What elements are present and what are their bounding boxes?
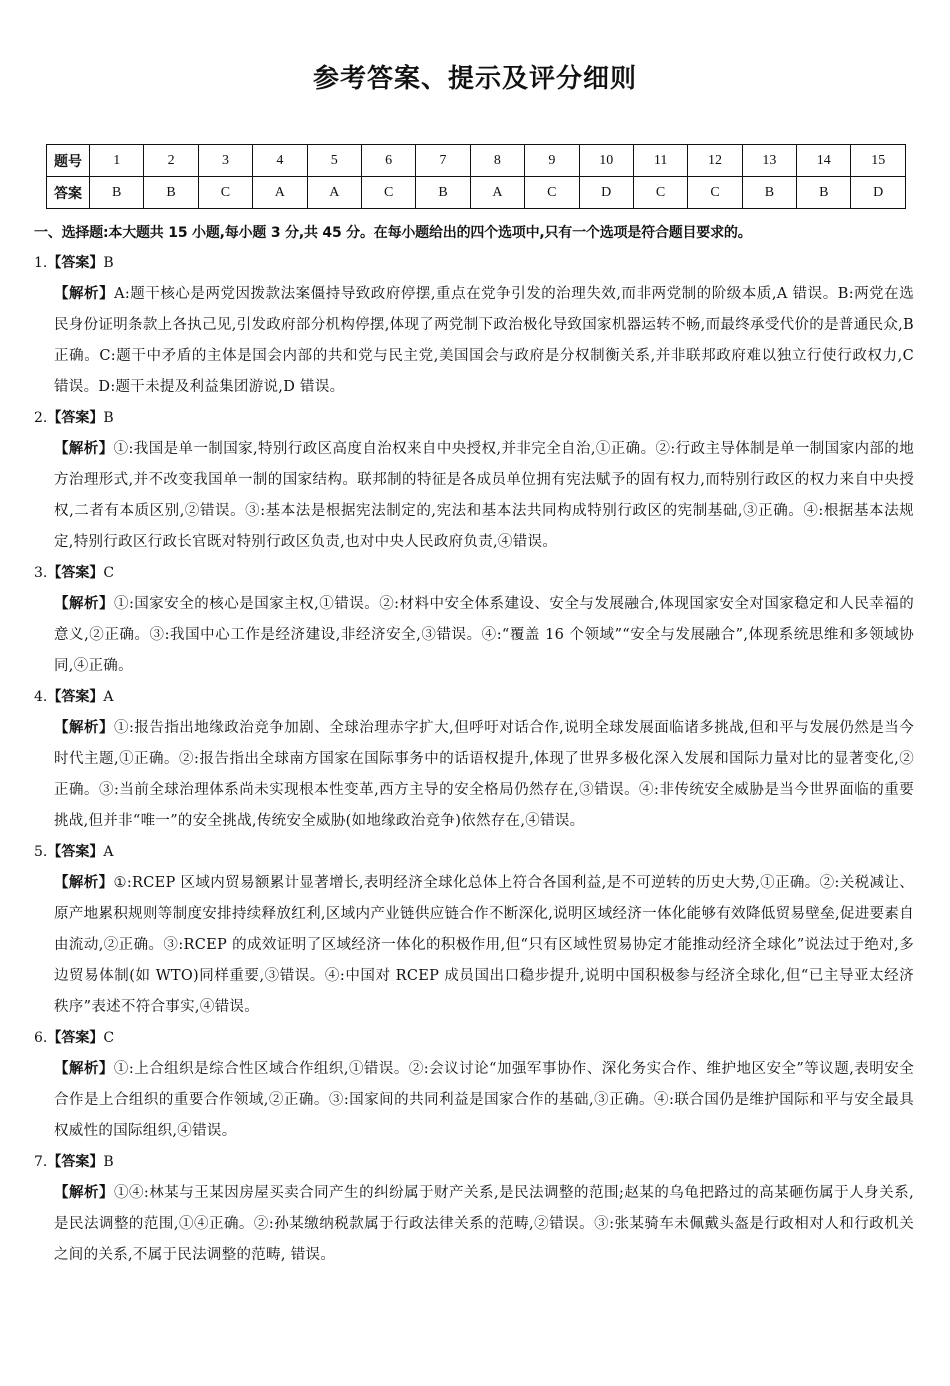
answer-cell: B	[742, 177, 796, 209]
analysis-paragraph	[34, 868, 914, 1023]
answer-cell: C	[198, 177, 252, 209]
question-number-cell: 9	[525, 145, 579, 177]
question-block	[34, 1023, 914, 1147]
answer-cell: C	[633, 177, 687, 209]
question-number: 3.	[34, 565, 48, 581]
answer-cell: B	[797, 177, 851, 209]
answer-value: A	[103, 844, 114, 860]
question-number-cell: 3	[198, 145, 252, 177]
question-block	[34, 403, 914, 558]
answer-cell: A	[253, 177, 307, 209]
question-number: 6.	[34, 1030, 48, 1046]
analysis-text: ①:国家安全的核心是国家主权,①错误。②:材料中安全体系建设、安全与发展融合,体现国家安全对国家稳定和人民幸福的意义,②正确。③:我国中心工作是经济建设,非经济安全,③错误。④:“覆盖 16 个领域”“安全与发展融合”,体现系统思维和多领域协同,④正确。	[54, 596, 914, 674]
answer-table-answer-row	[47, 177, 906, 209]
answer-value: B	[103, 1154, 114, 1170]
question-number-cell: 7	[416, 145, 470, 177]
analysis-text: ①④:林某与王某因房屋买卖合同产生的纠纷属于财产关系,是民法调整的范围;赵某的乌龟把路过的高某砸伤属于人身关系,是民法调整的范围,①④正确。②:孙某缴纳税款属于行政法律关系的范畴,②错误。③:张某骑车未佩戴头盔是行政相对人和行政机关之间的关系,不属于民法调整的范畴, 错误。	[54, 1185, 914, 1263]
question-number-cell: 5	[307, 145, 361, 177]
answer-cell: C	[688, 177, 742, 209]
question-number-cell: 15	[851, 145, 906, 177]
question-number-cell: 11	[633, 145, 687, 177]
question-block	[34, 248, 914, 403]
answer-cell: C	[361, 177, 415, 209]
question-number-cell: 12	[688, 145, 742, 177]
page-title: 参考答案、提示及评分细则	[312, 64, 637, 94]
analysis-paragraph	[34, 434, 914, 558]
answer-label: 【答案】	[47, 255, 104, 271]
question-number-cell: 10	[579, 145, 633, 177]
answer-cell: D	[579, 177, 633, 209]
answer-line	[34, 1023, 914, 1054]
section-intro: 一、选择题:本大题共 15 小题,每小题 3 分,共 45 分。在每小题给出的四个选项中,只有一个选项是符合题目要求的。	[34, 225, 752, 241]
answer-label: 【答案】	[47, 689, 104, 705]
question-number: 4.	[34, 689, 48, 705]
answer-row-header: 答案	[47, 177, 90, 209]
question-number: 1.	[34, 255, 48, 271]
question-number-cell: 14	[797, 145, 851, 177]
answer-cell: B	[90, 177, 144, 209]
analysis-label: 【解析】	[54, 1061, 114, 1077]
answer-line	[34, 837, 914, 868]
question-number-cell: 8	[470, 145, 524, 177]
answer-cell: C	[525, 177, 579, 209]
analysis-label: 【解析】	[54, 441, 114, 457]
analysis-text: A:题干核心是两党因拨款法案僵持导致政府停摆,重点在党争引发的治理失效,而非两党制的阶级本质,A 错误。B:两党在选民身份证明条款上各执己见,引发政府部分机构停摆,体现了两党制下政治极化导致国家机器运转不畅,而最终承受代价的是普通民众,B 正确。C:题干中矛盾的主体是国会内部的共和党与民主党,美国国会与政府是分权制衡关系,并非联邦政府难以独立行使行政权力,C 错误。D:题干未提及利益集团游说,D 错误。	[54, 286, 915, 395]
question-block	[34, 558, 914, 682]
answer-label: 【答案】	[47, 1030, 104, 1046]
analysis-label: 【解析】	[54, 875, 114, 891]
answer-cell: A	[307, 177, 361, 209]
number-row-header: 题号	[47, 145, 90, 177]
question-block	[34, 682, 914, 837]
answer-label: 【答案】	[47, 565, 104, 581]
answer-value: B	[103, 255, 114, 271]
analysis-paragraph	[34, 1178, 914, 1271]
answer-line	[34, 1147, 914, 1178]
question-number-cell: 4	[253, 145, 307, 177]
analysis-paragraph	[34, 589, 914, 682]
answer-line	[34, 558, 914, 589]
analysis-text: ①:RCEP 区域内贸易额累计显著增长,表明经济全球化总体上符合各国利益,是不可逆转的历史大势,①正确。②:关税减让、原产地累积规则等制度安排持续释放红利,区域内产业链供应链合作不断深化,说明区域经济一体化能够有效降低贸易壁垒,促进要素自由流动,②正确。③:RCEP 的成效证明了区域经济一体化的积极作用,但“只有区域性贸易协定才能推动经济全球化”说法过于绝对,多边贸易体制(如 WTO)同样重要,③错误。④:中国对 RCEP 成员国出口稳步提升,说明中国积极参与经济全球化,但“已主导亚太经济秩序”表述不符合事实,④错误。	[54, 875, 914, 1015]
answer-line	[34, 248, 914, 279]
answer-explanations	[34, 248, 914, 1271]
answer-cell: A	[470, 177, 524, 209]
answer-table	[46, 144, 906, 209]
answer-line	[34, 682, 914, 713]
analysis-paragraph	[34, 1054, 914, 1147]
question-number-cell: 1	[90, 145, 144, 177]
analysis-paragraph	[34, 713, 914, 837]
question-block	[34, 837, 914, 1023]
answer-value: C	[103, 565, 115, 581]
answer-line	[34, 403, 914, 434]
analysis-label: 【解析】	[54, 596, 114, 612]
analysis-label: 【解析】	[54, 286, 115, 302]
analysis-text: ①:上合组织是综合性区域合作组织,①错误。②:会议讨论“加强军事协作、深化务实合作、维护地区安全”等议题,表明安全合作是上合组织的重要合作领域,②正确。③:国家间的共同利益是国家合作的基础,③正确。④:联合国仍是维护国际和平与安全最具权威性的国际组织,④错误。	[54, 1061, 914, 1139]
question-number-cell: 2	[144, 145, 198, 177]
answer-value: C	[103, 1030, 115, 1046]
answer-table-number-row	[47, 145, 906, 177]
answer-value: B	[103, 410, 114, 426]
analysis-label: 【解析】	[54, 720, 114, 736]
answer-label: 【答案】	[47, 410, 104, 426]
question-block	[34, 1147, 914, 1271]
analysis-paragraph	[34, 279, 914, 403]
answer-cell: B	[416, 177, 470, 209]
question-number-cell: 13	[742, 145, 796, 177]
answer-value: A	[103, 689, 114, 705]
answer-label: 【答案】	[47, 1154, 104, 1170]
answer-cell: D	[851, 177, 906, 209]
question-number: 5.	[34, 844, 48, 860]
analysis-text: ①:报告指出地缘政治竞争加剧、全球治理赤字扩大,但呼吁对话合作,说明全球发展面临诸多挑战,但和平与发展仍然是当今时代主题,①正确。②:报告指出全球南方国家在国际事务中的话语权提升,体现了世界多极化深入发展和国际力量对比的显著变化,②正确。③:当前全球治理体系尚未实现根本性变革,西方主导的安全格局仍然存在,③错误。④:非传统安全威胁是当今世界面临的重要挑战,但并非“唯一”的安全挑战,传统安全威胁(如地缘政治竞争)依然存在,④错误。	[54, 720, 914, 829]
question-number: 7.	[34, 1154, 48, 1170]
analysis-label: 【解析】	[54, 1185, 114, 1201]
question-number: 2.	[34, 410, 48, 426]
answer-label: 【答案】	[47, 844, 104, 860]
question-number-cell: 6	[361, 145, 415, 177]
answer-cell: B	[144, 177, 198, 209]
analysis-text: ①:我国是单一制国家,特别行政区高度自治权来自中央授权,并非完全自治,①正确。②:行政主导体制是单一制国家内部的地方治理形式,并不改变我国单一制的国家结构。联邦制的特征是各成员单位拥有宪法赋予的固有权力,而特别行政区的权力来自中央授权,二者有本质区别,②错误。③:基本法是根据宪法制定的,宪法和基本法共同构成特别行政区的宪制基础,③正确。④:根据基本法规定,特别行政区行政长官既对特别行政区负责,也对中央人民政府负责,④错误。	[54, 441, 914, 550]
